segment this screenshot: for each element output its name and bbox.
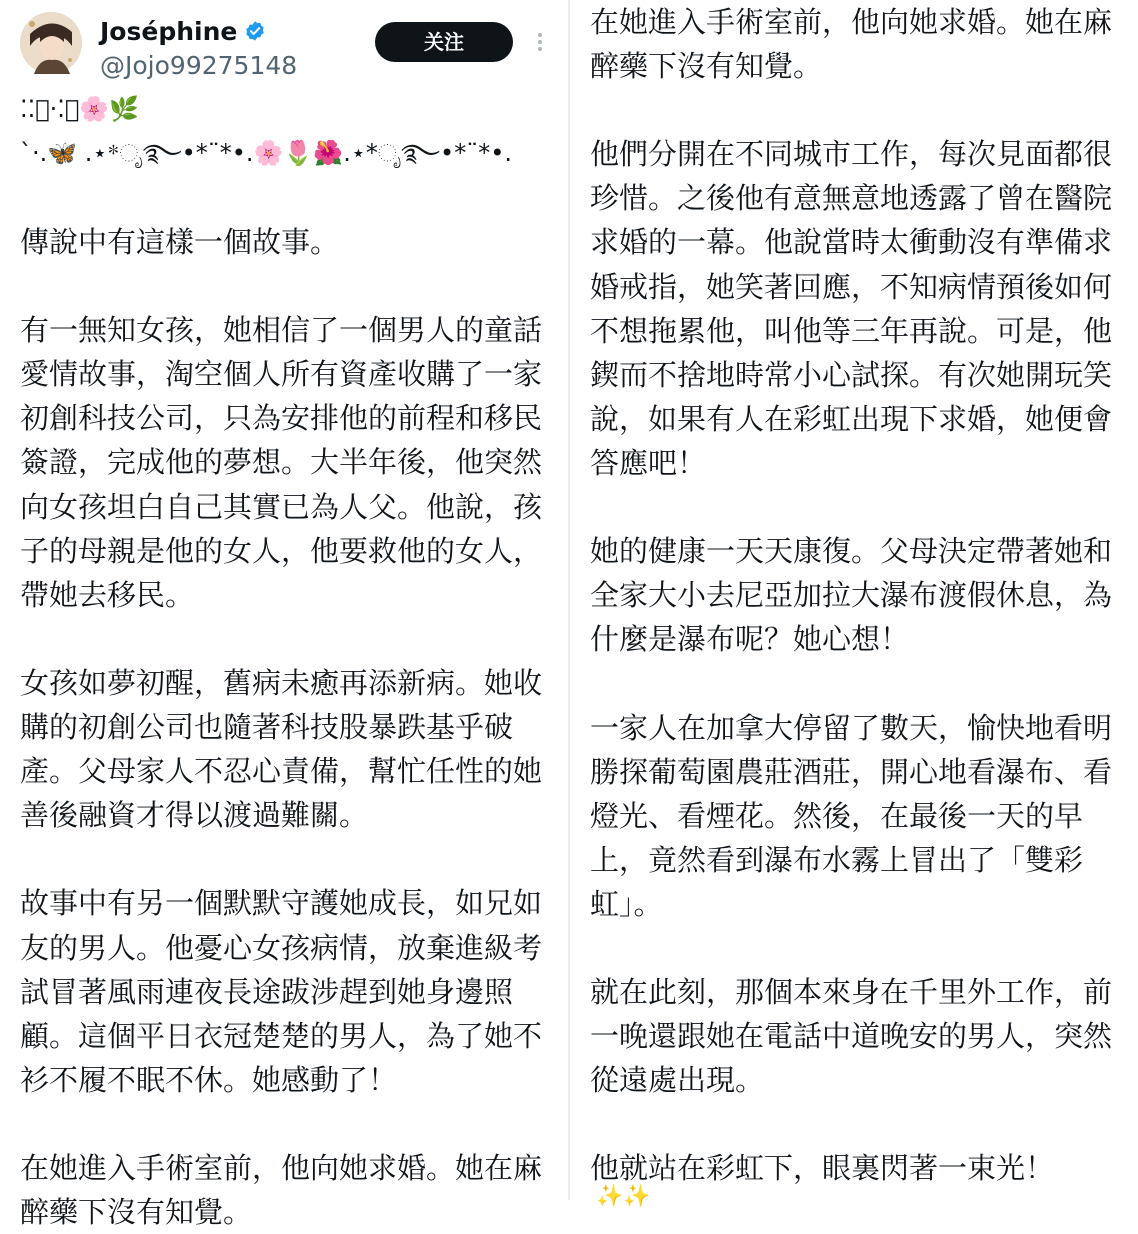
verified-badge-icon	[244, 20, 266, 42]
tweet-header	[20, 10, 560, 78]
more-options-icon[interactable]	[532, 30, 548, 60]
right-column	[570, 0, 1138, 1209]
decorative-emoji-line: ⁚⁚͙·⁚͙🌸🌿	[20, 95, 140, 123]
name-row	[100, 16, 266, 46]
display-name[interactable]: Joséphine	[100, 16, 238, 46]
user-handle[interactable]: @Jojo99275148	[100, 51, 298, 80]
decorative-emoji-line: `·.🦋 .⋆*ೃ࿐•*¨*•.🌸🌷🌺.⋆*ೃ࿐•*¨*•.	[20, 139, 512, 167]
sparkles-icon: ✨✨	[596, 1184, 651, 1209]
tweet-text: 傳說中有這樣一個故事。 有一無知女孩，她相信了一個男人的童話愛情故事，淘空個人所有資產收購了一家初創科技公司，只為安排他的前程和移民簽證，完成他的夢想。大半年後，他突然向女孩坦白自己其實已為人父。他說，孩子的母親是他的女人，他要救他的女人，帶她去移民。 女孩如夢初醒，舊病未癒再添新病。她收購的初創公司也隨著科技股暴跌基乎破產。父母家人不忍心責備，幫忙任性的她善後融資才得以渡過難關。 故事中有另一個默默守護她成長，如兄如友的男人。他憂心女孩病情，放棄進級考試冒著風雨連夜長途跋涉趕到她身邊照顧。這個平日衣冠楚楚的男人，為了她不衫不履不眠不休。她感動了！ 在她進入手術室前，他向她求婚。她在麻醉藥下沒有知覺。	[20, 225, 543, 1230]
avatar[interactable]	[20, 12, 82, 74]
tweet-text-continued: 在她進入手術室前，他向她求婚。她在麻醉藥下沒有知覺。 他們分開在不同城市工作，每次見面都很珍惜。之後他有意無意地透露了曾在醫院求婚的一幕。他說當時太衝動沒有準備求婚戒指，她笑著回應，不知病情預後如何不想拖累他，叫他等三年再說。可是，他鍥而不捨地時常小心試探。有次她開玩笑說，如果有人在彩虹出現下求婚，她便會答應吧！ 她的健康一天天康復。父母決定帶著她和全家大小去尼亞加拉大瀑布渡假休息，為什麼是瀑布呢？她心想！ 一家人在加拿大停留了數天，愉快地看明勝探葡萄園農莊酒莊，開心地看瀑布、看燈光、看煙花。然後，在最後一天的早上，竟然看到瀑布水霧上冒出了「雙彩虹」。 就在此刻，那個本來身在千里外工作，前一晚還跟她在電話中道晚安的男人，突然從遠處出現。 他就站在彩虹下，眼裏閃著一束光！	[590, 5, 1113, 1186]
left-column	[0, 0, 568, 1230]
follow-button[interactable]: 关注	[375, 22, 513, 62]
